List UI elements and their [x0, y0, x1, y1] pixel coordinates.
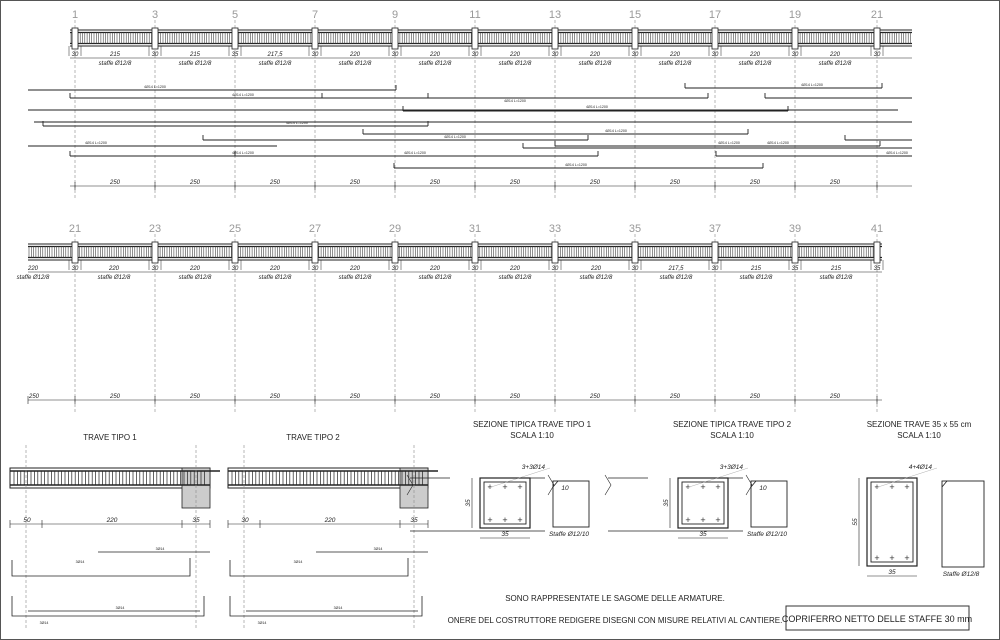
rebar-dot: +	[889, 553, 895, 563]
axis-label: 7	[311, 9, 319, 21]
span-dim-label: 220	[590, 266, 602, 272]
module-label: 250	[429, 180, 441, 186]
trave-dim-label: 220	[106, 517, 118, 524]
rebar-label: 4Ø14 L=1200	[504, 99, 526, 103]
stirrup-label: Staffe Ø12/10	[746, 531, 788, 538]
stirrup-label: staffe Ø12/8	[578, 61, 612, 67]
column-dim-label: 30	[471, 266, 479, 272]
rebar-label: 3Ø14	[333, 606, 343, 610]
scale-sezione-2: SCALA 1:10	[710, 431, 754, 440]
stirrup-label: staffe Ø12/8	[338, 61, 372, 67]
rebar-dot: +	[502, 515, 508, 525]
module-label: 250	[829, 180, 841, 186]
rebar-label: 4Ø14 L=1200	[404, 151, 426, 155]
axis-label: 11	[469, 9, 481, 21]
stirrup-label: staffe Ø12/8	[258, 275, 292, 281]
stirrup-side-label: 10	[561, 485, 569, 492]
stirrup-label: staffe Ø12/8	[98, 61, 132, 67]
span-dim-label: 215	[109, 52, 121, 58]
axis-label: 5	[231, 9, 239, 21]
stirrup-label: Staffe Ø12/10	[548, 531, 590, 538]
title-trave-tipo-1: TRAVE TIPO 1	[83, 433, 137, 442]
axis-label: 27	[308, 223, 322, 235]
column-dim-label: 30	[151, 266, 159, 272]
note-sagome: SONO RAPPRESENTATE LE SAGOME DELLE ARMATURE.	[505, 594, 725, 603]
stirrup-label: staffe Ø12/8	[738, 61, 772, 67]
module-label: 250	[749, 180, 761, 186]
rebar-label: 3Ø14	[257, 621, 267, 625]
module-label: 250	[189, 180, 201, 186]
axis-label: 9	[391, 9, 399, 21]
rebar-label: 4Ø14 L=1200	[286, 121, 308, 125]
stirrup-shape	[942, 481, 984, 567]
module-label: 250	[669, 394, 681, 400]
span-dim-label: 220	[108, 266, 120, 272]
span-dim-label: 220	[269, 266, 281, 272]
stirrup-label: staffe Ø12/8	[16, 275, 50, 281]
span-dim-label: 220	[589, 52, 601, 58]
module-label: 250	[429, 394, 441, 400]
column-section	[312, 242, 318, 263]
column-section	[72, 242, 78, 263]
column-section	[152, 28, 158, 49]
module-label: 250	[349, 180, 361, 186]
rebar-label: 4Ø14 L=1200	[801, 83, 823, 87]
stirrup-label: staffe Ø12/8	[178, 61, 212, 67]
rebar-shape	[12, 596, 204, 616]
rebar-dot: +	[517, 515, 523, 525]
trave-dim-label: 220	[324, 517, 336, 524]
stirrup-label: Staffe Ø12/8	[942, 571, 980, 578]
section-height-label: 55	[852, 518, 859, 526]
axis-label: 21	[870, 9, 884, 21]
module-label: 250	[349, 394, 361, 400]
stirrup-shape	[751, 481, 787, 527]
rebar-label: 3Ø14	[155, 547, 165, 551]
stirrup-hook	[751, 481, 756, 487]
column-section	[232, 28, 238, 49]
rebar-label: 3Ø14	[115, 606, 125, 610]
span-dim-label: 215	[830, 266, 842, 272]
column-dim-label: 30	[551, 52, 559, 58]
column-section	[792, 28, 798, 49]
rebar-dot: +	[700, 515, 706, 525]
span-dim-label: 220	[189, 266, 201, 272]
trave-dim-label: 30	[241, 517, 249, 524]
stirrup-shape	[553, 481, 589, 527]
column-dim-label: 30	[551, 266, 559, 272]
column-section	[232, 242, 238, 263]
span-dim-label: 220	[429, 266, 441, 272]
rebar-dot: +	[685, 515, 691, 525]
axis-label: 15	[628, 9, 642, 21]
column-section	[552, 242, 558, 263]
rebar-label: 3Ø14	[75, 560, 85, 564]
span-dim-label: 217,5	[267, 52, 283, 58]
span-dim-label: 220	[349, 266, 361, 272]
rebar-label: 4Ø14 L=1200	[144, 85, 166, 89]
column-section	[552, 28, 558, 49]
column-dim-label: 30	[391, 52, 399, 58]
column-dim-label: 30	[231, 266, 239, 272]
span-dim-label: 220	[349, 52, 361, 58]
stirrup-label: staffe Ø12/8	[178, 275, 212, 281]
stirrup-hook	[942, 481, 947, 487]
rebar-shape	[230, 596, 422, 616]
rebar-dot: +	[889, 482, 895, 492]
column-section	[632, 28, 638, 49]
stirrup-label: staffe Ø12/8	[498, 275, 532, 281]
column-dim-label: 35	[873, 266, 881, 272]
trave-dim-label: 35	[192, 517, 200, 524]
scale-sezione-3: SCALA 1:10	[897, 431, 941, 440]
axis-label: 19	[788, 9, 802, 21]
stirrup-label: staffe Ø12/8	[258, 61, 292, 67]
trave-dim-label: 35	[410, 517, 418, 524]
module-label: 250	[509, 394, 521, 400]
column-dim-label: 30	[791, 52, 799, 58]
module-label: 250	[589, 180, 601, 186]
module-label: 250	[509, 180, 521, 186]
stirrup-side-label: 10	[759, 485, 767, 492]
section-height-label: 35	[465, 499, 472, 507]
rebar-dot: +	[874, 553, 880, 563]
module-label: 250	[189, 394, 201, 400]
column-dim-label: 35	[791, 266, 799, 272]
stirrup-label: staffe Ø12/8	[418, 61, 452, 67]
span-dim-label: 220	[27, 266, 39, 272]
module-label: 250	[109, 180, 121, 186]
rebar-dot: +	[517, 482, 523, 492]
column-section	[392, 28, 398, 49]
section-bars-label: 3+3Ø14	[719, 464, 743, 471]
span-dim-label: 215	[750, 266, 762, 272]
rebar-label: 4Ø14 L=1200	[232, 151, 254, 155]
module-label: 250	[109, 394, 121, 400]
rebar-dot: +	[715, 482, 721, 492]
section-bars-label: 3+3Ø14	[521, 464, 545, 471]
rebar-label: 3Ø14	[373, 547, 383, 551]
column-dim-label: 30	[631, 266, 639, 272]
column-dim-label: 35	[231, 52, 239, 58]
stirrup-label: staffe Ø12/8	[579, 275, 613, 281]
rebar-label: 3Ø14	[293, 560, 303, 564]
stirrup-label: staffe Ø12/8	[338, 275, 372, 281]
column-dim-label: 30	[311, 266, 319, 272]
rebar-label: 4Ø14 L=1200	[718, 141, 740, 145]
stirrup-label: staffe Ø12/8	[659, 275, 693, 281]
rebar-label: 4Ø14 L=1200	[767, 141, 789, 145]
trave-dim-label: 50	[23, 517, 31, 524]
note-onere: ONERE DEL COSTRUTTORE REDIGERE DISEGNI CON MISURE RELATIVI AL CANTIERE.	[447, 616, 783, 625]
module-label: 250	[589, 394, 601, 400]
title-trave-tipo-2: TRAVE TIPO 2	[286, 433, 340, 442]
module-label: 250	[269, 180, 281, 186]
column-section	[312, 28, 318, 49]
rebar-label: 4Ø14 L=1200	[886, 151, 908, 155]
module-label: 250	[28, 394, 40, 400]
rebar-shape	[230, 558, 408, 576]
rebar-label: 4Ø14 L=1200	[586, 105, 608, 109]
column-dim-label: 30	[151, 52, 159, 58]
axis-label: 1	[71, 9, 79, 21]
sheet-border	[1, 1, 1000, 640]
rebar-dot: +	[700, 482, 706, 492]
column-dim-label: 30	[873, 52, 881, 58]
module-label: 250	[269, 394, 281, 400]
column-section	[632, 242, 638, 263]
span-dim-label: 220	[429, 52, 441, 58]
column-section	[874, 242, 880, 263]
stirrup-label: staffe Ø12/8	[739, 275, 773, 281]
column-section	[72, 28, 78, 49]
axis-label: 37	[708, 223, 722, 235]
module-label: 250	[669, 180, 681, 186]
stirrup-label: staffe Ø12/8	[418, 275, 452, 281]
column-dim-label: 30	[71, 52, 79, 58]
title-sezione-3: SEZIONE TRAVE 35 x 55 cm	[866, 420, 972, 429]
column-section	[712, 242, 718, 263]
column-section	[472, 28, 478, 49]
rebar-label: 4Ø14 L=1200	[565, 163, 587, 167]
rebar-label: 4Ø14 L=1200	[85, 141, 107, 145]
rebar-dot: +	[715, 515, 721, 525]
beam-band-top	[34, 0, 912, 198]
axis-label: 31	[468, 223, 482, 235]
column-dim-label: 30	[631, 52, 639, 58]
details-area	[10, 445, 984, 630]
span-dim-label: 220	[509, 266, 521, 272]
axis-label: 41	[870, 223, 884, 235]
span-dim-label: 220	[509, 52, 521, 58]
column-dim-label: 30	[391, 266, 399, 272]
section-width-label: 35	[501, 531, 509, 538]
axis-label: 39	[788, 223, 802, 235]
rebar-dot: +	[904, 482, 910, 492]
title-sezione-2: SEZIONE TIPICA TRAVE TIPO 2	[672, 420, 792, 429]
section-width-label: 35	[888, 569, 896, 576]
stirrups-hatch	[71, 32, 911, 44]
rebar-label: 4Ø14 L=1200	[444, 135, 466, 139]
title-sezione-1: SEZIONE TIPICA TRAVE TIPO 1	[472, 420, 592, 429]
section-bars-label: 4+4Ø14	[908, 464, 932, 471]
rebar-dot: +	[502, 482, 508, 492]
scale-sezione-1: SCALA 1:10	[510, 431, 554, 440]
span-dim-label: 220	[829, 52, 841, 58]
stirrup-label: staffe Ø12/8	[819, 275, 853, 281]
axis-label: 13	[548, 9, 562, 21]
stirrup-label: staffe Ø12/8	[658, 61, 692, 67]
column-section	[392, 242, 398, 263]
axis-label: 23	[148, 223, 162, 235]
module-label: 250	[749, 394, 761, 400]
column-dim-label: 30	[311, 52, 319, 58]
axis-label: 35	[628, 223, 642, 235]
stirrup-label: staffe Ø12/8	[818, 61, 852, 67]
axis-label: 17	[708, 9, 722, 21]
rebar-dot: +	[874, 482, 880, 492]
column-section	[712, 28, 718, 49]
column-dim-label: 30	[711, 266, 719, 272]
axis-label: 21	[68, 223, 82, 235]
column-section	[874, 28, 880, 49]
span-dim-label: 215	[189, 52, 201, 58]
section-width-label: 35	[699, 531, 707, 538]
section-height-label: 35	[663, 499, 670, 507]
rebar-dot: +	[904, 553, 910, 563]
rebar-shape	[12, 558, 190, 576]
rebar-dot: +	[487, 482, 493, 492]
column-section	[792, 242, 798, 263]
span-dim-label: 220	[749, 52, 761, 58]
column-section	[152, 242, 158, 263]
column-dim-label: 30	[711, 52, 719, 58]
column-dim-label: 30	[471, 52, 479, 58]
axis-label: 3	[151, 9, 159, 21]
copriferro-label: COPRIFERRO NETTO DELLE STAFFE 30 mm	[781, 614, 973, 624]
module-label: 250	[829, 394, 841, 400]
rebar-label: 4Ø14 L=1200	[605, 129, 627, 133]
stirrup-label: staffe Ø12/8	[498, 61, 532, 67]
column-section	[472, 242, 478, 263]
column-dim-label: 30	[71, 266, 79, 272]
span-dim-label: 217,5	[668, 266, 684, 272]
rebar-label: 4Ø14 L=1200	[232, 93, 254, 97]
rebar-dot: +	[685, 482, 691, 492]
axis-label: 25	[228, 223, 242, 235]
rebar-label: 3Ø14	[39, 621, 49, 625]
beam-band-bottom	[17, 83, 898, 412]
axis-label: 33	[548, 223, 562, 235]
axis-label: 29	[388, 223, 402, 235]
stirrup-label: staffe Ø12/8	[97, 275, 131, 281]
stirrup-hook	[553, 481, 558, 487]
span-dim-label: 220	[669, 52, 681, 58]
rebar-dot: +	[487, 515, 493, 525]
